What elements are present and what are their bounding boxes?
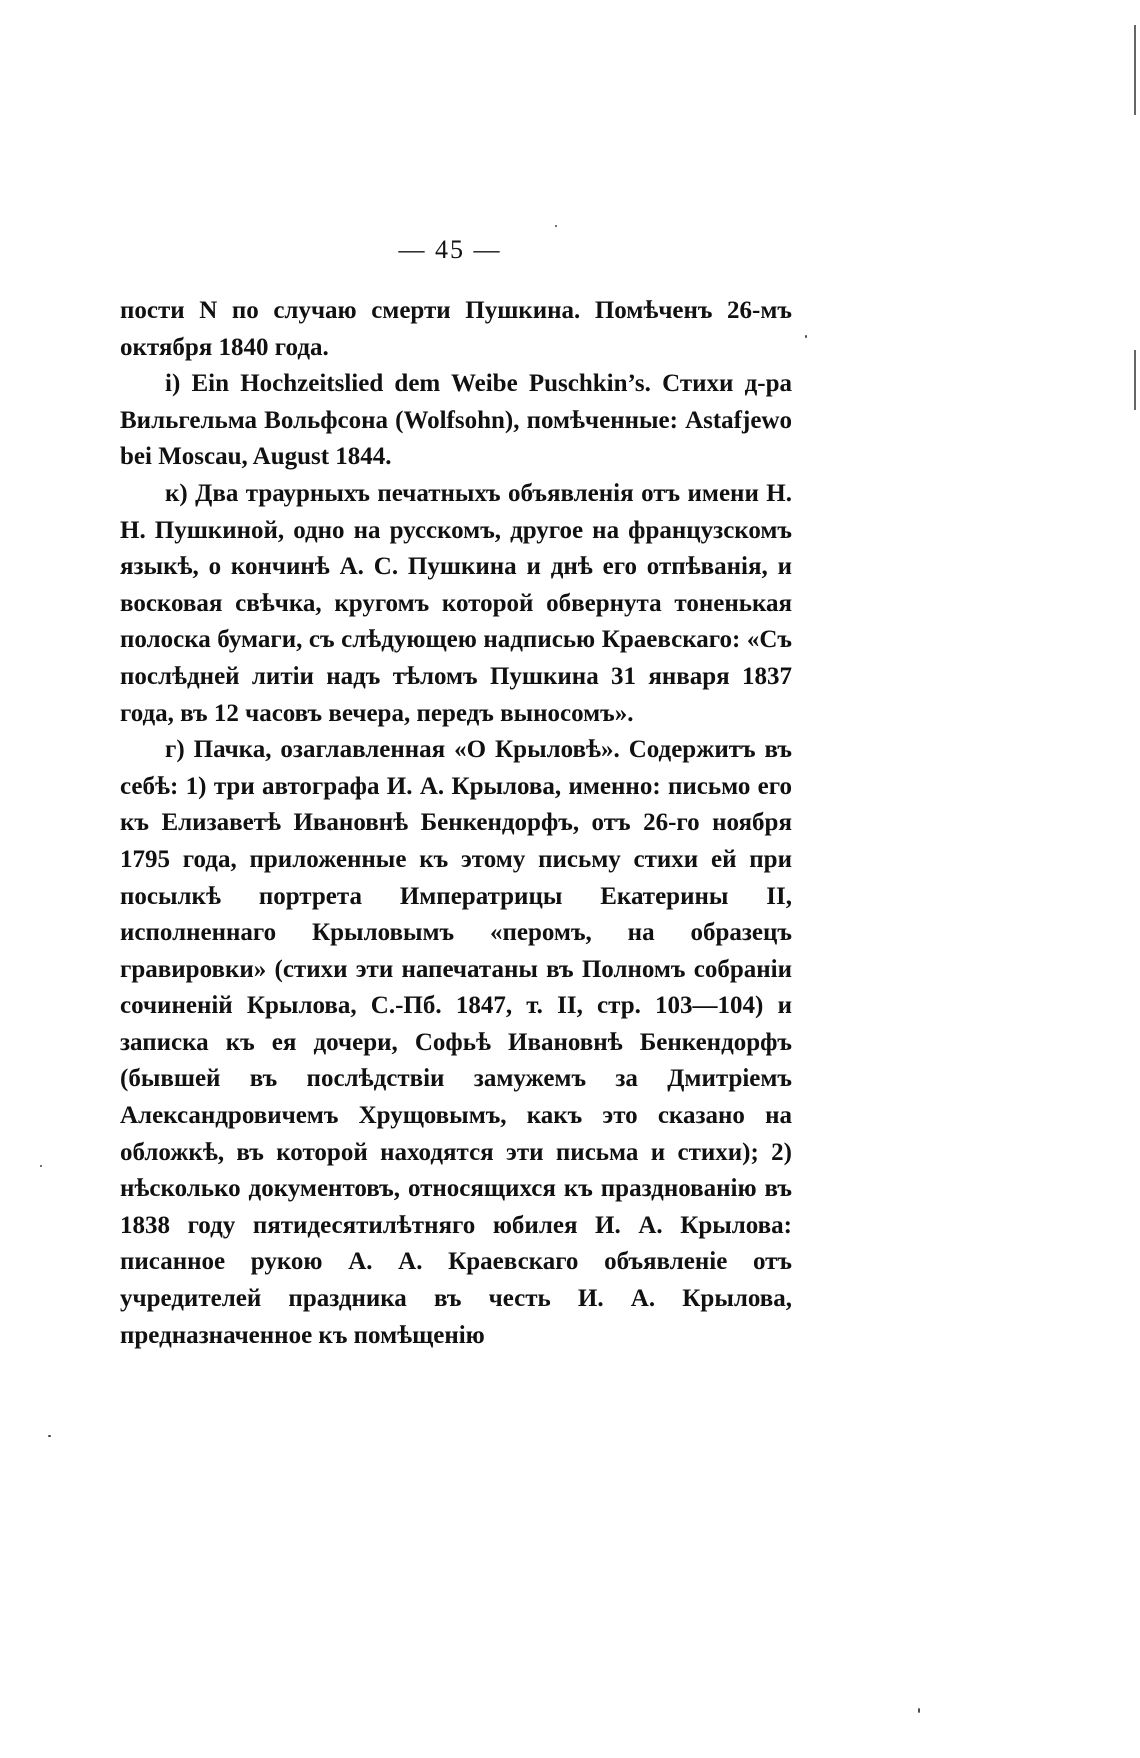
body-text <box>120 293 792 1354</box>
scan-speck <box>40 1165 42 1167</box>
scan-speck <box>805 335 807 338</box>
scan-speck <box>48 1435 51 1437</box>
paragraph-item-k: к) Два траурныхъ печатныхъ объявленія отъ имени Н. Н. Пушкиной, одно на русскомъ, другое на французскомъ языкѣ, о кончинѣ А. С. Пушкина и днѣ его отпѣванія, и восковая свѣчка, кругомъ которой обвернута тоненькая полоска бумаги, съ слѣдующею надписью Краевскаго: «Съ послѣдней литіи надъ тѣломъ Пушкина 31 января 1837 года, въ 12 часовъ вечера, передъ выносомъ». <box>120 479 792 727</box>
paragraph-item-i: i) Ein Hochzeitslied dem Weibe Puschkin’s. Стихи д-ра Вильгельма Вольфсона (Wolfsohn), помѣченные: Astafjewo bei Moscau, August 1844. <box>120 370 792 471</box>
scan-speck <box>555 225 557 227</box>
page-number: — 45 — <box>398 235 502 264</box>
scan-edge-mark <box>1134 350 1136 410</box>
scan-speck <box>918 1708 920 1713</box>
paragraph-item-g: г) Пачка, озаглавленная «О Крыловѣ». Содержитъ въ себѣ: 1) три автографа И. А. Крылова, именно: письмо его къ Елизаветѣ Ивановнѣ Бенкендорфъ, отъ 26-го ноября 1795 года, приложенные къ этому письму стихи ей при посылкѣ портрета Императрицы Екатерины II, исполненнаго Крыловымъ «перомъ, на образецъ гравировки» (стихи эти напечатаны въ Полномъ собраніи сочиненій Крылова, С.-Пб. 1847, т. II, стр. 103—104) и записка къ ея дочери, Софьѣ Ивановнѣ Бенкендорфъ (бывшей въ послѣдствіи замужемъ за Дмитріемъ Александровичемъ Хрущовымъ, какъ это сказано на обложкѣ, въ которой находятся эти письма и стихи); 2) нѣсколько документовъ, относящихся къ празднованію въ 1838 году пятидесятилѣтняго юбилея И. А. Крылова: писанное рукою А. А. Краевскаго объявленіе отъ учредителей праздника въ честь И. А. Крылова, предназначенное къ помѣщенію <box>120 736 792 1349</box>
scan-edge-mark <box>1134 25 1136 115</box>
paragraph-continuation: пости N по случаю смерти Пушкина. Помѣченъ 26-мъ октября 1840 года. <box>120 297 792 361</box>
